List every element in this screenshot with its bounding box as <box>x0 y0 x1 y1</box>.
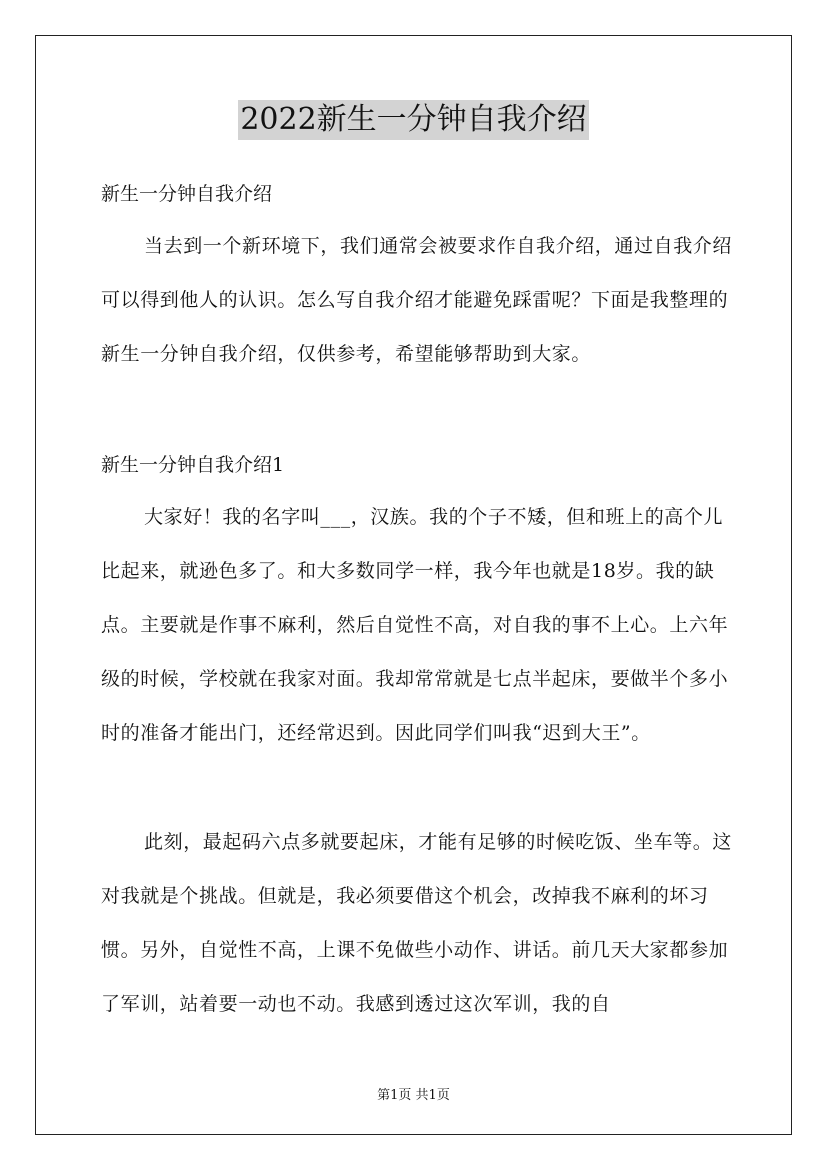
document-title: 2022新生一分钟自我介绍 <box>238 100 588 140</box>
section1-paragraph-1: 大家好！我的名字叫___，汉族。我的个子不矮，但和班上的高个儿比起来，就逊色多了。和大多数同学一样，我今年也就是18岁。我的缺点。主要就是作事不麻利，然后自觉性不高，对自我的事不上心。上六年级的时候，学校就在我家对面。我却常常就是七点半起床，要做半个多小时的准备才能出门，还经常迟到。因此同学们叫我“迟到大王”。 <box>101 506 729 744</box>
intro-paragraph: 当去到一个新环境下，我们通常会被要求作自我介绍，通过自我介绍可以得到他人的认识。怎么写自我介绍才能避免踩雷呢？下面是我整理的新生一分钟自我介绍，仅供参考，希望能够帮助到大家。 <box>101 235 733 365</box>
section-heading-1: 新生一分钟自我介绍1 <box>101 454 285 476</box>
section1-paragraph-2: 此刻，最起码六点多就要起床，才能有足够的时候吃饭、坐车等。这对我就是个挑战。但就是，我必须要借这个机会，改掉我不麻利的坏习惯。另外，自觉性不高，上课不免做些小动作、讲话。前几天大家都参加了军训，站着要一动也不动。我感到透过这次军训，我的自 <box>101 831 733 1015</box>
document-subtitle: 新生一分钟自我介绍 <box>101 183 273 205</box>
title-container <box>0 100 827 140</box>
page-footer: 第1页 共1页 <box>377 1088 450 1103</box>
